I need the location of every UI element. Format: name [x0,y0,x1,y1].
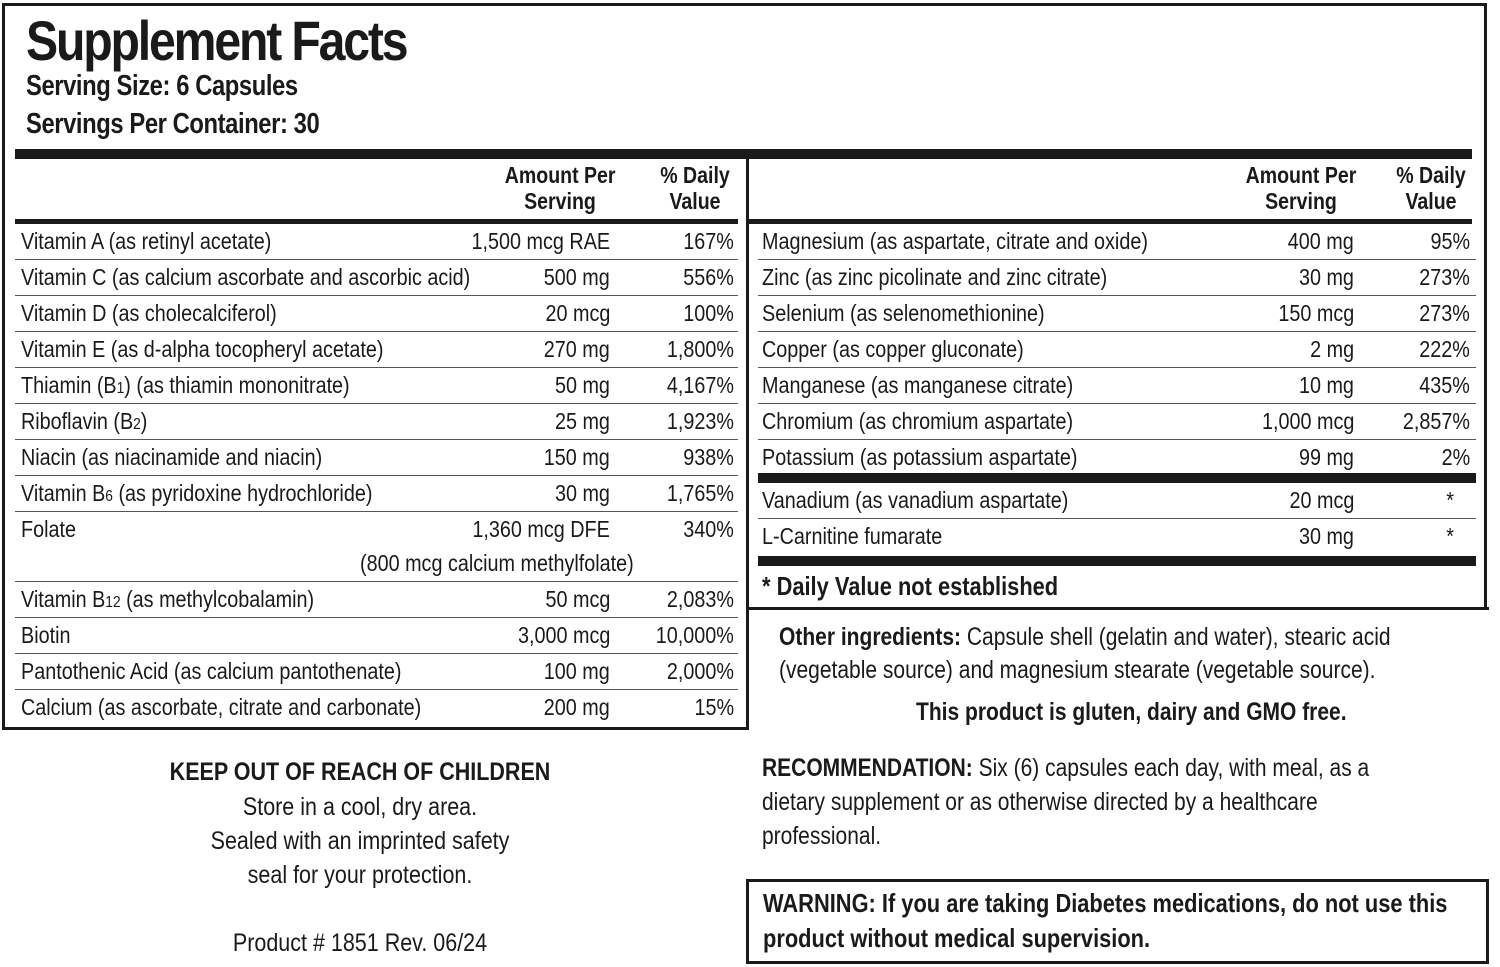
nutrient-amount: 150 mcg [1278,300,1354,326]
nutrient-amount: 25 mg [555,408,610,434]
nutrient-daily-value: 167% [683,228,734,254]
nutrient-amount: 20 mcg [545,300,610,326]
nutrient-row [15,368,738,404]
other-ingredients [779,621,1443,687]
nutrient-row [758,404,1476,440]
recommendation [762,751,1426,853]
left-nutrient-table [2,159,749,730]
nutrient-name: Niacin (as niacinamide and niacin) [21,444,323,470]
nutrient-name: Vitamin C (as calcium ascorbate and ascorbic acid) [21,264,471,290]
nutrient-daily-value: 273% [1419,264,1470,290]
nutrient-amount: 3,000 mcg [517,622,610,648]
nutrient-row [15,512,738,582]
nutrient-amount: 50 mg [555,372,610,398]
nutrient-amount: 30 mg [555,480,610,506]
nutrient-name-text: ) (as thiamin mononitrate) [124,372,350,398]
nutrient-name-text: Riboflavin (B [21,408,134,434]
warning-text: WARNING: If you are taking Diabetes medications, do not use this product without medical supervision. [763,888,1448,953]
nutrient-daily-value: * [1446,523,1454,549]
column-header-dv-line2: Value [1405,188,1457,214]
nutrient-row [15,440,738,476]
column-header-amount-line2: Serving [1265,188,1337,214]
nutrient-amount: 270 mg [544,336,610,362]
nutrient-row [15,476,738,512]
nutrient-name-text: (as pyridoxine hydrochloride) [112,480,373,506]
nutrient-daily-value: 1,923% [666,408,734,434]
thick-divider [15,149,1472,159]
column-header-dv [644,162,746,214]
allergen-free-statement: This product is gluten, dairy and GMO free. [916,698,1347,726]
nutrient-name-subscript: 12 [105,594,121,611]
nutrient-row [758,519,1476,555]
nutrient-name: Manganese (as manganese citrate) [762,372,1074,398]
daily-value-note: * Daily Value not established [762,571,1059,601]
nutrient-amount: 1,360 mcg DFE [472,516,610,542]
nutrient-amount: 1,000 mcg [1261,408,1354,434]
thick-divider [758,473,1476,483]
column-header-dv-line1: % Daily [660,162,730,188]
column-header-amount [505,162,616,214]
nutrient-amount: 20 mcg [1289,487,1354,513]
warning-box [746,879,1489,964]
nutrient-amount: 100 mg [544,658,610,684]
nutrient-daily-value: 2,857% [1402,408,1470,434]
nutrient-name-text: Vitamin B [21,480,106,506]
nutrient-amount: 200 mg [544,694,610,720]
nutrient-name-text: (as methylcobalamin) [120,586,315,612]
nutrient-daily-value: 2,083% [666,586,734,612]
nutrient-name-text: ) [140,408,148,434]
nutrient-name [21,368,350,406]
nutrient-row [758,224,1476,260]
nutrient-name: Copper (as copper gluconate) [762,336,1024,362]
nutrient-daily-value: 2% [1441,444,1470,470]
nutrient-daily-value: 10,000% [655,622,734,648]
nutrient-name [21,582,314,620]
nutrient-amount: 1,500 mcg RAE [471,228,610,254]
nutrient-name: Vanadium (as vanadium aspartate) [762,487,1069,513]
nutrient-row [15,690,738,726]
column-header-dv-line2: Value [669,188,721,214]
column-header-amount [1242,162,1361,214]
nutrient-amount: 150 mg [544,444,610,470]
nutrient-daily-value: 95% [1430,228,1470,254]
nutrient-row [15,404,738,440]
nutrient-name-subscript: 6 [105,488,113,505]
recommendation-text: Six (6) capsules each day, with meal, as a dietary supplement or as otherwise directed by a healthcare professional. [762,754,1370,850]
nutrient-name: Biotin [21,622,71,648]
nutrient-amount: 99 mg [1299,444,1354,470]
nutrient-name: Potassium (as potassium aspartate) [762,444,1078,470]
column-header-amount-line2: Serving [524,188,596,214]
nutrient-name: Folate [21,516,76,542]
nutrient-row [758,296,1476,332]
thick-divider [758,556,1476,566]
nutrient-row [758,440,1476,476]
nutrient-daily-value: 1,800% [666,336,734,362]
nutrient-daily-value: 273% [1419,300,1470,326]
nutrient-amount: 10 mg [1299,372,1354,398]
section-border [746,607,749,730]
nutrient-name: Pantothenic Acid (as calcium pantothenate) [21,658,402,684]
nutrient-row [758,483,1476,519]
recommendation-label: RECOMMENDATION: [762,754,973,782]
nutrient-row [15,296,738,332]
nutrient-name: Chromium (as chromium aspartate) [762,408,1074,434]
nutrient-row [15,260,738,296]
nutrient-daily-value: 100% [683,300,734,326]
nutrient-daily-value: 4,167% [666,372,734,398]
nutrient-name: Magnesium (as aspartate, citrate and oxide) [762,228,1148,254]
other-ingredients-text: Capsule shell (gelatin and water), stearic acid (vegetable source) and magnesium stearate (vegetable source). [779,623,1391,684]
nutrient-daily-value: 222% [1419,336,1470,362]
nutrient-name-text: Vitamin B [21,586,106,612]
nutrient-name: Zinc (as zinc picolinate and zinc citrate) [762,264,1108,290]
nutrient-daily-value: * [1446,487,1454,513]
column-header-dv [1384,162,1478,214]
column-header-amount-line1: Amount Per [1245,162,1357,188]
nutrient-daily-value: 1,765% [666,480,734,506]
nutrient-name: Selenium (as selenomethionine) [762,300,1045,326]
nutrient-daily-value: 15% [694,694,734,720]
nutrient-name-subscript: 1 [116,380,125,397]
servings-per-container: Servings Per Container: 30 [26,108,320,140]
storage-instructions: Store in a cool, dry area. [242,793,478,821]
nutrient-amount: 2 mg [1310,336,1354,362]
nutrient-name: L-Carnitine fumarate [762,523,943,549]
nutrient-amount: 400 mg [1288,228,1354,254]
nutrient-daily-value: 556% [683,264,734,290]
nutrient-name-subscript: 2 [133,416,141,433]
nutrient-name: Vitamin D (as cholecalciferol) [21,300,277,326]
nutrient-row [758,260,1476,296]
nutrient-row [15,332,738,368]
nutrient-row [15,224,738,260]
safety-seal-line-2: seal for your protection. [247,861,473,889]
other-ingredients-label: Other ingredients: [779,623,962,651]
nutrient-name: Calcium (as ascorbate, citrate and carbonate) [21,694,422,720]
keep-out-of-reach: KEEP OUT OF REACH OF CHILDREN [169,758,551,786]
nutrient-daily-value: 340% [683,516,734,542]
nutrient-amount: 500 mg [544,264,610,290]
nutrient-row [15,618,738,654]
section-divider [746,607,1489,610]
nutrient-name [21,404,147,442]
nutrient-daily-value: 938% [683,444,734,470]
nutrient-amount: 30 mg [1299,523,1354,549]
nutrient-daily-value: 2,000% [666,658,734,684]
column-header-dv-line1: % Daily [1396,162,1466,188]
nutrient-name: Vitamin E (as d-alpha tocopheryl acetate) [21,336,384,362]
nutrient-name [21,476,372,514]
serving-size: Serving Size: 6 Capsules [26,70,298,102]
product-number: Product # 1851 Rev. 06/24 [232,929,488,957]
nutrient-daily-value: 435% [1419,372,1470,398]
column-header-amount-line1: Amount Per [504,162,616,188]
nutrient-name-text: Thiamin (B [21,372,117,398]
nutrient-row [15,654,738,690]
nutrient-row [758,368,1476,404]
nutrient-amount: 50 mcg [545,586,610,612]
nutrient-row [758,332,1476,368]
nutrient-name: Vitamin A (as retinyl acetate) [21,228,272,254]
nutrient-subline: (800 mcg calcium methylfolate) [360,550,634,576]
safety-seal-line-1: Sealed with an imprinted safety [210,827,510,855]
nutrient-amount: 30 mg [1299,264,1354,290]
nutrient-row [15,582,738,618]
page-title: Supplement Facts [26,9,407,72]
